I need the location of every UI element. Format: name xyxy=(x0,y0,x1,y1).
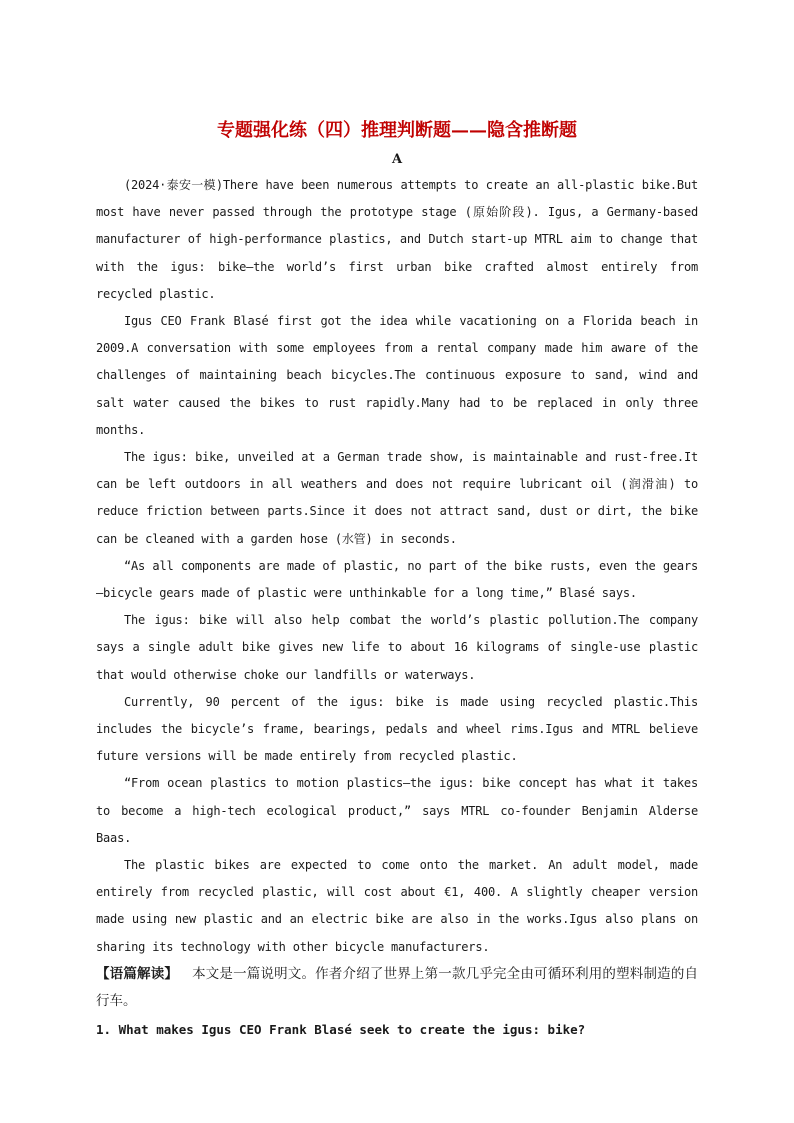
passage-paragraph-7: “From ocean plastics to motion plastics—the igus: bike concept has what it takes to become a high-tech ecological product,” says MTRL co-founder Benjamin Alderse Baas. xyxy=(96,776,698,845)
passage-paragraph-6: Currently, 90 percent of the igus: bike is made using recycled plastic.This includes the bicycle’s frame, bearings, pedals and wheel rims.Igus and MTRL believe future versions will be made entirely from recycled plastic. xyxy=(96,694,698,764)
passage-paragraph-5: The igus: bike will also help combat the world’s plastic pollution.The company says a single adult bike gives new life to about 16 kilograms of single-use plastic that would otherwise choke our landfills or waterways. xyxy=(96,613,698,682)
discourse-analysis xyxy=(96,961,698,1015)
passage-paragraph-1: (2024·泰安一模)There have been numerous attempts to create an all-plastic bike.But most have never passed through the prototype stage (原始阶段). Igus, a Germany-based manufacturer of high-performance plastics, and Dutch start-up MTRL aim to change that with the igus: bike—the world’s first urban bike crafted almost entirely from recycled plastic. xyxy=(96,178,698,301)
analysis-tag: 【语篇解读】 xyxy=(96,965,179,982)
page-title: 专题强化练（四）推理判断题——隐含推断题 xyxy=(217,120,577,141)
passage-label: A xyxy=(391,152,403,167)
passage-paragraph-3: The igus: bike, unveiled at a German trade show, is maintainable and rust-free.It can be left outdoors in all weathers and does not require lubricant oil (润滑油) to reduce friction between parts.Since it does not attract sand, dust or dirt, the bike can be cleaned with a garden hose (水管) in seconds. xyxy=(96,450,698,546)
passage-paragraph-8: The plastic bikes are expected to come onto the market. An adult model, made entirely from recycled plastic, will cost about €1, 400. A slightly cheaper version made using new plastic and an electric bike are also in the works.Igus also plans on sharing its technology with other bicycle manufacturers. xyxy=(96,858,698,954)
question-1: 1. What makes Igus CEO Frank Blasé seek to create the igus: bike? xyxy=(96,1021,586,1037)
passage-paragraph-4: “As all components are made of plastic, no part of the bike rusts, even the gears—bicycle gears made of plastic were unthinkable for a long time,” Blasé says. xyxy=(96,558,698,601)
analysis-text: 本文是一篇说明文。作者介绍了世界上第一款几乎完全由可循环利用的塑料制造的自行车。 xyxy=(96,965,699,1009)
document-page xyxy=(96,110,698,1045)
passage-paragraph-2: Igus CEO Frank Blasé first got the idea while vacationing on a Florida beach in 2009.A conversation with some employees from a rental company made him aware of the challenges of maintaining beach bicycles.The continuous exposure to sand, wind and salt water caused the bikes to rust rapidly.Many had to be replaced in only three months. xyxy=(96,314,698,437)
